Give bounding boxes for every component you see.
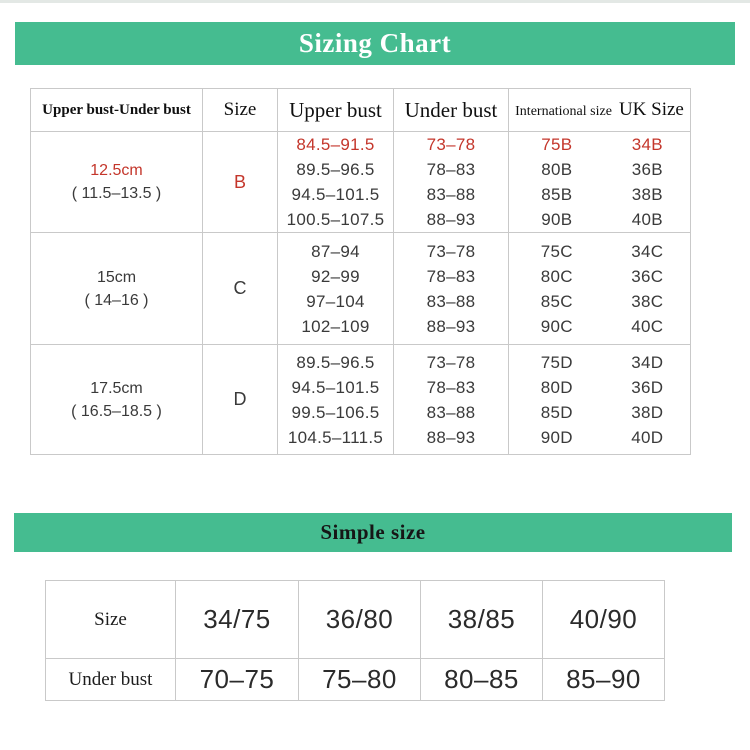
international-size-values-c — [509, 239, 605, 339]
international-size-value: 90C — [540, 316, 573, 336]
cup-size-cell-d: D — [203, 345, 278, 455]
international-size-value: 85D — [540, 402, 573, 422]
bust-difference-value-b: 12.5cm — [90, 162, 143, 179]
uk-size-value: 36B — [631, 160, 663, 179]
simple-under-bust-value: 75–80 — [299, 659, 421, 701]
upper-bust-value: 89.5–96.5 — [296, 352, 375, 372]
simple-row-label-under-bust: Under bust — [46, 659, 176, 701]
uk-size-value: 40C — [631, 316, 664, 336]
upper-bust-values-c — [278, 233, 394, 345]
sizing-chart-banner — [15, 22, 735, 65]
under-bust-value: 73–78 — [426, 135, 476, 154]
size-group-row-d — [31, 345, 691, 455]
under-bust-value: 83–88 — [426, 291, 476, 311]
simple-under-bust-row — [46, 659, 665, 701]
bust-difference-cell-b — [31, 132, 203, 233]
upper-bust-value: 102–109 — [301, 316, 370, 336]
under-bust-value: 73–78 — [426, 241, 476, 261]
upper-bust-values-b — [278, 132, 394, 233]
simple-under-bust-value: 80–85 — [421, 659, 543, 701]
simple-size-value: 34/75 — [176, 581, 299, 659]
under-bust-values-b — [394, 132, 509, 233]
under-bust-value: 83–88 — [426, 185, 476, 204]
col-header-under-bust: Under bust — [394, 89, 509, 132]
international-size-value: 75C — [540, 241, 573, 261]
upper-bust-value: 100.5–107.5 — [286, 210, 385, 229]
under-bust-value: 88–93 — [426, 210, 476, 229]
col-header-uk-size: UK Size — [618, 99, 684, 120]
simple-under-bust-value: 70–75 — [176, 659, 299, 701]
col-header-size: Size — [203, 89, 278, 132]
international-size-value: 90D — [540, 427, 573, 447]
upper-bust-value: 87–94 — [311, 241, 360, 261]
uk-size-value: 34B — [631, 135, 663, 154]
uk-size-value: 34C — [631, 241, 664, 261]
under-bust-values-d — [394, 345, 509, 455]
uk-size-value: 36D — [631, 377, 664, 397]
col-header-bust-difference: Upper bust-Under bust — [31, 89, 203, 132]
upper-bust-value: 94.5–101.5 — [291, 185, 380, 204]
col-header-international-size: International size — [515, 104, 612, 119]
international-uk-values-d — [509, 345, 691, 455]
upper-bust-value: 89.5–96.5 — [296, 160, 375, 179]
under-bust-value: 88–93 — [426, 427, 476, 447]
simple-size-value: 36/80 — [299, 581, 421, 659]
bust-difference-value-d: 17.5cm — [90, 379, 143, 397]
simple-size-value: 38/85 — [421, 581, 543, 659]
international-uk-values-b — [509, 132, 691, 233]
uk-size-value: 38B — [631, 185, 663, 204]
col-header-upper-bust: Upper bust — [278, 89, 394, 132]
uk-size-values-b — [605, 132, 690, 232]
size-group-row-c — [31, 233, 691, 345]
simple-size-banner — [14, 513, 732, 552]
upper-bust-value: 97–104 — [306, 291, 365, 311]
uk-size-value: 40B — [631, 210, 663, 229]
international-size-value: 80C — [540, 266, 573, 286]
under-bust-value: 73–78 — [426, 352, 476, 372]
international-size-value: 80B — [541, 160, 573, 179]
uk-size-value: 34D — [631, 352, 664, 372]
simple-under-bust-value: 85–90 — [543, 659, 665, 701]
under-bust-value: 78–83 — [426, 377, 476, 397]
uk-size-values-d — [605, 350, 690, 450]
upper-bust-value: 99.5–106.5 — [291, 402, 380, 422]
simple-size-value: 40/90 — [543, 581, 665, 659]
sizing-table — [30, 88, 691, 455]
international-size-value: 75D — [540, 352, 573, 372]
uk-size-values-c — [605, 239, 690, 339]
top-edge-line — [0, 0, 750, 3]
size-group-row-b — [31, 132, 691, 233]
under-bust-value: 78–83 — [426, 160, 476, 179]
international-size-values-b — [509, 132, 605, 232]
bust-difference-range-d: ( 16.5–18.5 ) — [71, 402, 162, 420]
uk-size-value: 38D — [631, 402, 664, 422]
under-bust-values-c — [394, 233, 509, 345]
uk-size-value: 36C — [631, 266, 664, 286]
cup-size-cell-b: B — [203, 132, 278, 233]
cup-size-cell-c: C — [203, 233, 278, 345]
bust-difference-cell-d — [31, 345, 203, 455]
sizing-chart-title: Sizing Chart — [298, 28, 452, 58]
bust-difference-cell-c — [31, 233, 203, 345]
simple-size-row — [46, 581, 665, 659]
international-size-values-d — [509, 350, 605, 450]
upper-bust-value: 92–99 — [311, 266, 360, 286]
international-size-value: 85C — [540, 291, 573, 311]
uk-size-value: 38C — [631, 291, 664, 311]
under-bust-value: 83–88 — [426, 402, 476, 422]
international-size-value: 90B — [541, 210, 573, 229]
simple-size-title: Simple size — [320, 520, 426, 544]
uk-size-value: 40D — [631, 427, 664, 447]
bust-difference-value-c: 15cm — [96, 268, 137, 286]
simple-row-label-size: Size — [46, 581, 176, 659]
col-header-international-uk — [509, 89, 691, 132]
international-size-value: 75B — [541, 135, 573, 154]
upper-bust-value: 84.5–91.5 — [296, 135, 375, 154]
under-bust-value: 88–93 — [426, 316, 476, 336]
upper-bust-value: 104.5–111.5 — [287, 427, 384, 447]
international-uk-values-c — [509, 233, 691, 345]
upper-bust-values-d — [278, 345, 394, 455]
bust-difference-range-b: ( 11.5–13.5 ) — [71, 185, 162, 202]
international-size-value: 85B — [541, 185, 573, 204]
under-bust-value: 78–83 — [426, 266, 476, 286]
upper-bust-value: 94.5–101.5 — [291, 377, 380, 397]
sizing-table-header-row — [31, 89, 691, 132]
international-size-value: 80D — [540, 377, 573, 397]
bust-difference-range-c: ( 14–16 ) — [84, 291, 149, 309]
simple-size-table — [45, 580, 665, 701]
